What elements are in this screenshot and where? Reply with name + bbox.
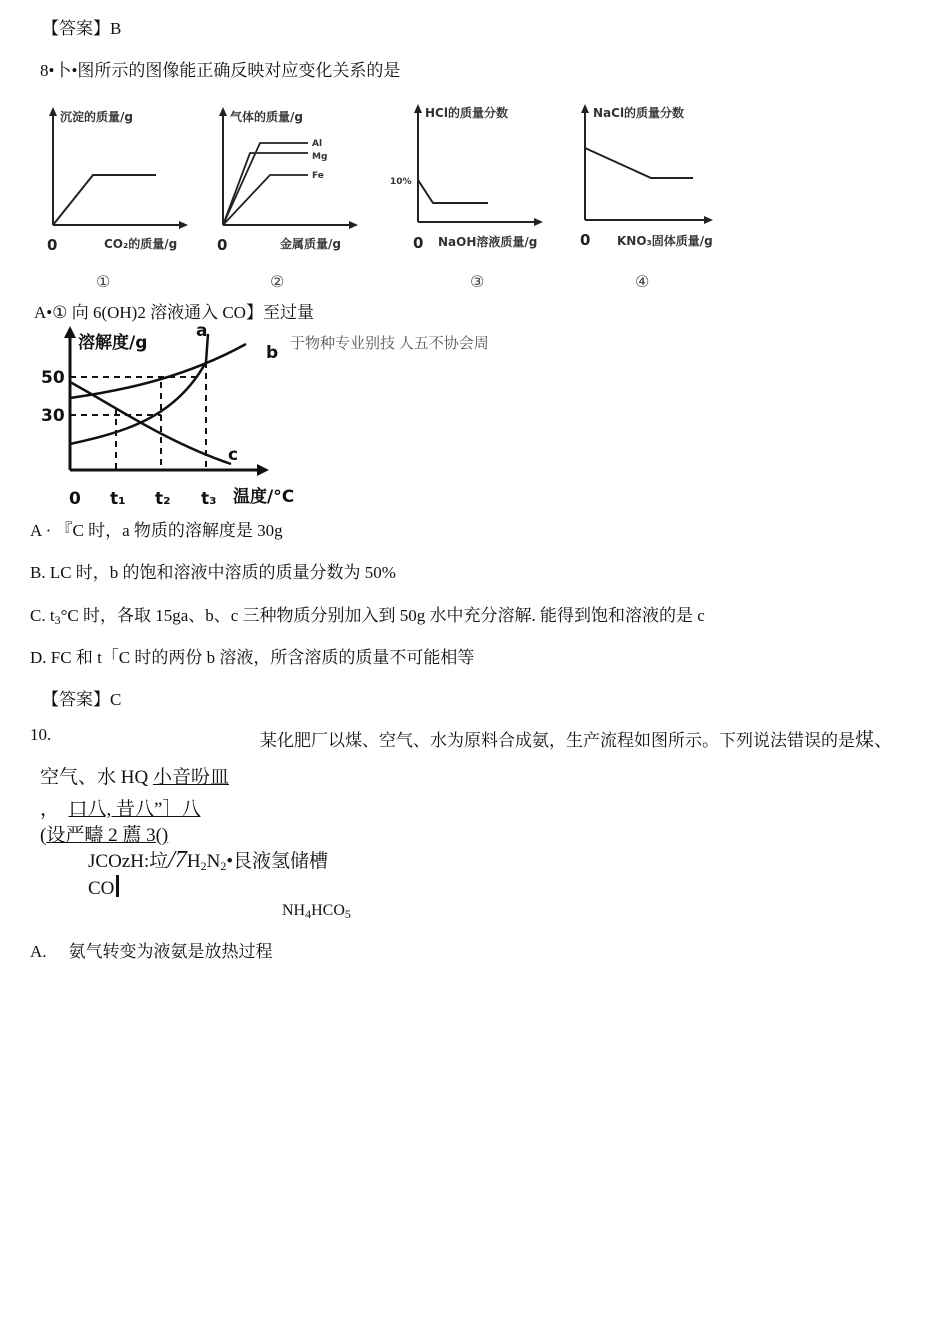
answer-label-2: 【答案】C (42, 690, 122, 709)
solubility-xtick-t1: t₁ (110, 489, 126, 509)
graph-2-series-al: Al (312, 139, 323, 149)
graph-1-ylabel: 沉淀的质量/g (60, 110, 133, 124)
graph-4-xlabel: KNO₃固体质量/g (617, 234, 713, 248)
graph-3 (388, 100, 563, 295)
question-9-option-c: C. $t_3^\circ C$ 时，各取 15ga、b、c 三种物质分别加入到 50g 水中充分溶解. 能得到饱和溶液的是 c (30, 606, 705, 627)
graph-2-series-mg: Mg (312, 152, 328, 162)
question-9-option-b: B. LC 时，b 的饱和溶液中溶质的质量分数为 50% (30, 563, 396, 582)
graph-4 (573, 100, 733, 295)
solubility-ytick-50: 50 (41, 368, 65, 388)
graph-2-caption: ② (270, 272, 285, 291)
graph-3-ylabel: HCl的质量分数 (425, 106, 508, 120)
flow-line-3: (设严疇 2 薦 3() (40, 825, 169, 846)
graph-4-caption: ④ (635, 272, 650, 291)
graph-3-caption: ③ (470, 272, 485, 291)
graph-1 (38, 105, 193, 295)
graph-2-series-fe: Fe (312, 171, 324, 181)
graph-3-ytick: 10% (390, 177, 412, 187)
question-10-text: 某化肥厂以煤、空气、水为原料合成氨，生产流程如图所示。下列说法错误的是煤、 (260, 730, 894, 751)
curve-label-a: a (196, 321, 208, 341)
question-9-partial: 于物种专业别技 人五不协会周 (290, 336, 489, 352)
flow-line-5: CO (88, 875, 119, 900)
solubility-xlabel: 温度/°C (233, 487, 295, 507)
solubility-ylabel: 溶解度/g (78, 333, 148, 353)
solubility-xtick-0: 0 (69, 489, 81, 509)
curve-label-c: c (228, 445, 239, 465)
question-10-number: 10. (30, 725, 52, 744)
graph-2-ylabel: 气体的质量/g (230, 110, 303, 124)
graph-1-xlabel: CO₂的质量/g (104, 237, 178, 251)
graph-2-origin: 0 (217, 236, 228, 254)
flow-line-2: ， 口八, 昔八”］八 (40, 799, 201, 820)
graph-2 (208, 105, 368, 295)
solubility-xtick-t2: t₂ (155, 489, 171, 509)
graph-1-caption: ① (96, 272, 111, 291)
solubility-xtick-t3: t₃ (201, 489, 217, 509)
flow-line-4: JCOzH:垃$/7H_2N_2•$艮液氢储槽 (88, 847, 329, 873)
graph-1-origin: 0 (47, 236, 58, 254)
graph-2-xlabel: 金属质量/g (280, 237, 341, 251)
graph-3-origin: 0 (413, 234, 424, 252)
graph-4-origin: 0 (580, 231, 591, 249)
flow-product: $NH_4HCO_5$ (282, 902, 351, 921)
solubility-graph (36, 322, 316, 514)
solubility-ytick-30: 30 (41, 406, 65, 426)
question-9-option-a: A · 『C 时，a 物质的溶解度是 30g (30, 521, 283, 540)
flow-line-1: 空气、水 HQ 小音吩皿 (40, 767, 229, 788)
question-10-option-a: A. 氨气转变为液氨是放热过程 (30, 942, 273, 961)
graph-4-ylabel: NaCl的质量分数 (593, 106, 685, 120)
question-9-option-d: D. FC 和 t「C 时的两份 b 溶液，所含溶质的质量不可能相等 (30, 648, 475, 667)
question-8: 8•卜•图所示的图像能正确反映对应变化关系的是 (40, 61, 401, 80)
curve-label-b: b (266, 343, 279, 363)
graph-3-xlabel: NaOH溶液质量/g (438, 235, 538, 249)
flow-bar (116, 875, 119, 897)
answer-label-1: 【答案】B (42, 19, 122, 38)
question-8-option-a: A•① 向 6(OH)2 溶液通入 CO】至过量 (34, 303, 314, 322)
